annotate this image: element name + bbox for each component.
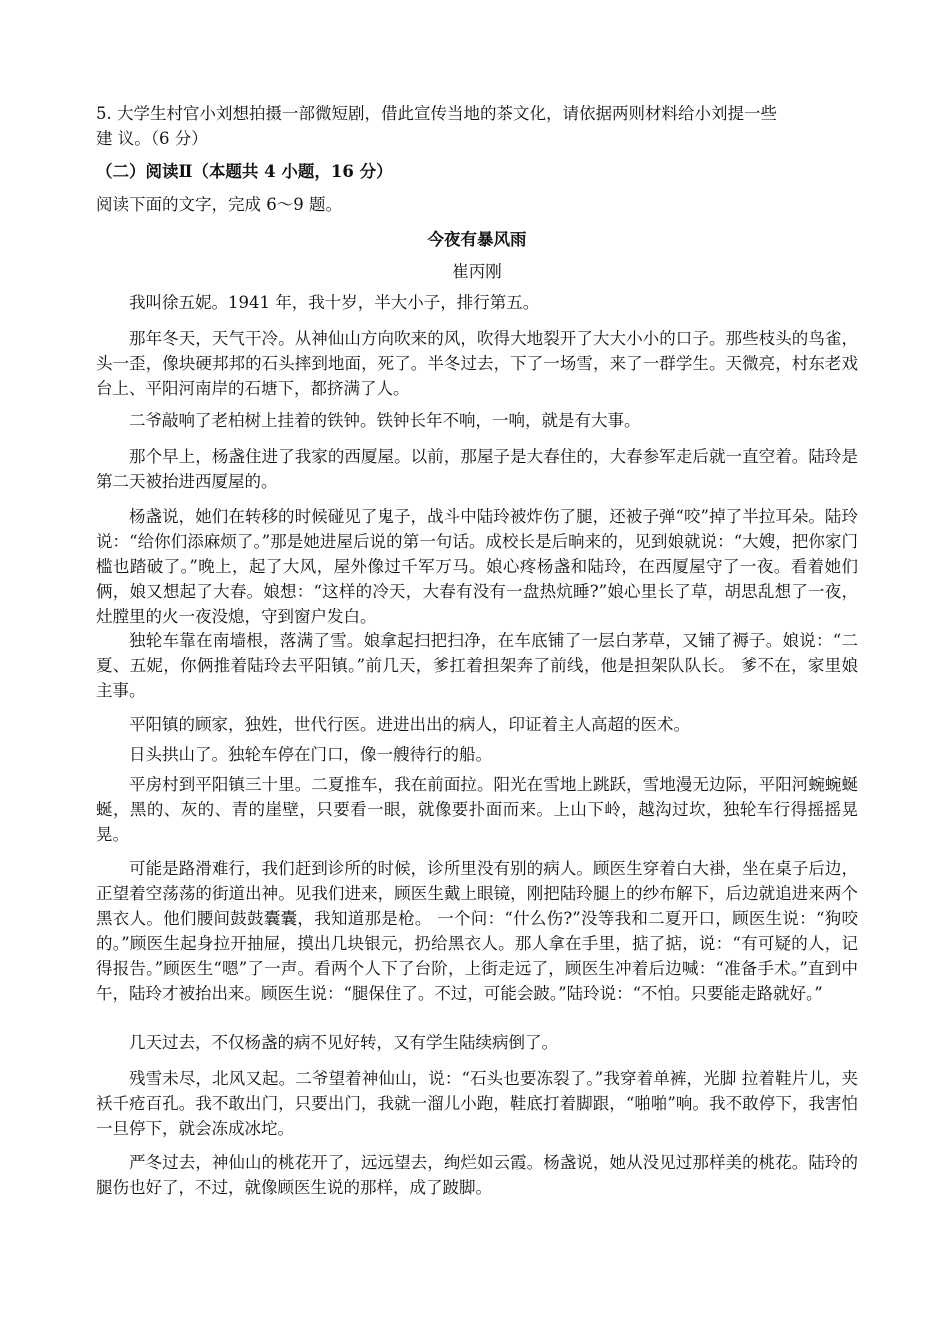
story-paragraph-5: 杨盏说，她们在转移的时候碰见了鬼子，战斗中陆玲被炸伤了腿，还被子弹“咬”掉了半拉耳朵。陆玲说：“给你们添麻烦了。”那是她进屋后说的第一句话。成校长是后晌来的，见到娘就说：“大嫂，把你家门槛也踏破了。”晚上，起了大风，屋外像过千军万马。娘心疼杨盏和陆玲，在西厦屋守了一夜。看着她们俩，娘又想起了大春。娘想：“这样的冷天，大春有没有一盘热炕睡?”娘心里长了草，胡思乱想了一夜，灶膛里的火一夜没熄，守到窗户发白。 (96, 507, 858, 626)
story-paragraph-7: 平阳镇的顾家，独姓，世代行医。进进出出的病人，印证着主人高超的医术。 (129, 715, 690, 734)
question-5-line-1: 5. 大学生村官小刘想拍摄一部微短剧，借此宣传当地的茶文化，请依据两则材料给小刘提一些 (96, 104, 777, 123)
story-author: 崔丙刚 (452, 262, 502, 281)
story-title: 今夜有暴风雨 (427, 230, 527, 249)
story-paragraph-10: 可能是路滑难行，我们赶到诊所的时候，诊所里没有别的病人。顾医生穿着白大褂，坐在桌子后边，正望着空荡荡的街道出神。见我们进来，顾医生戴上眼镜，刚把陆玲腿上的纱布解下，后边就追进来两个黑衣人。他们腰间鼓鼓囊囊，我知道那是枪。 一个问：“什么伤?”没等我和二夏开口，顾医生说：“狗咬的。”顾医生起身拉开抽屉，摸出几块银元，扔给黑衣人。那人拿在手里，掂了掂，说：“有可疑的人，记得报告。”顾医生“嗯”了一声。看两个人下了台阶，上街走远了，顾医生冲着后边喊：“准备手术。”直到中午，陆玲才被抬出来。顾医生说：“腿保住了。不过，可能会跛。”陆玲说：“不怕。只要能走路就好。” (96, 859, 858, 1003)
story-paragraph-6: 独轮车靠在南墙根，落满了雪。娘拿起扫把扫净，在车底铺了一层白茅草，又铺了褥子。娘说：“二夏、五妮，你俩推着陆玲去平阳镇。”前几天，爹扛着担架奔了前线，他是担架队队长。 爹不在，家里娘主事。 (96, 631, 858, 700)
story-paragraph-11: 几天过去，不仅杨盏的病不见好转，又有学生陆续病倒了。 (129, 1033, 558, 1052)
story-paragraph-13: 严冬过去，神仙山的桃花开了，远远望去，绚烂如云霞。杨盏说，她从没见过那样美的桃花。陆玲的腿伤也好了，不过，就像顾医生说的那样，成了跛脚。 (96, 1153, 858, 1197)
story-paragraph-12: 残雪未尽，北风又起。二爷望着神仙山，说：“石头也要冻裂了。”我穿着单裤，光脚 拉着鞋片儿，夹袄千疮百孔。我不敢出门，只要出门，我就一溜儿小跑，鞋底打着脚跟，“啪啪”响。我不敢停下，我害怕一旦停下，就会冻成冰坨。 (96, 1069, 858, 1138)
story-paragraph-3: 二爷敲响了老柏树上挂着的铁钟。铁钟长年不响，一响，就是有大事。 (129, 411, 641, 430)
story-paragraph-9: 平房村到平阳镇三十里。二夏推车，我在前面拉。阳光在雪地上跳跃，雪地漫无边际，平阳河蜿蜿蜒蜒，黑的、灰的、青的崖壁，只要看一眼，就像要扑面而来。上山下岭，越沟过坎，独轮车行得摇摇晃晃。 (96, 775, 858, 844)
section-heading: （二）阅读Ⅱ（本题共 4 小题，16 分） (96, 162, 393, 181)
story-paragraph-8: 日头拱山了。独轮车停在门口，像一艘待行的船。 (129, 745, 492, 764)
story-paragraph-4: 那个早上，杨盏住进了我家的西厦屋。以前，那屋子是大春住的，大春参军走后就一直空着。陆玲是第二天被抬进西厦屋的。 (96, 447, 858, 491)
story-paragraph-1: 我叫徐五妮。1941 年，我十岁，半大小子，排行第五。 (129, 293, 540, 312)
question-5-line-2: 建 议。（6 分） (96, 129, 208, 148)
story-paragraph-2: 那年冬天，天气干冷。从神仙山方向吹来的风，吹得大地裂开了大大小小的口子。那些枝头的鸟雀，头一歪，像块硬邦邦的石头摔到地面，死了。半冬过去，下了一场雪，来了一群学生。天微亮，村东老戏台上、平阳河南岸的石塘下，都挤满了人。 (96, 329, 858, 398)
section-instruction: 阅读下面的文字，完成 6～9 题。 (96, 195, 342, 214)
